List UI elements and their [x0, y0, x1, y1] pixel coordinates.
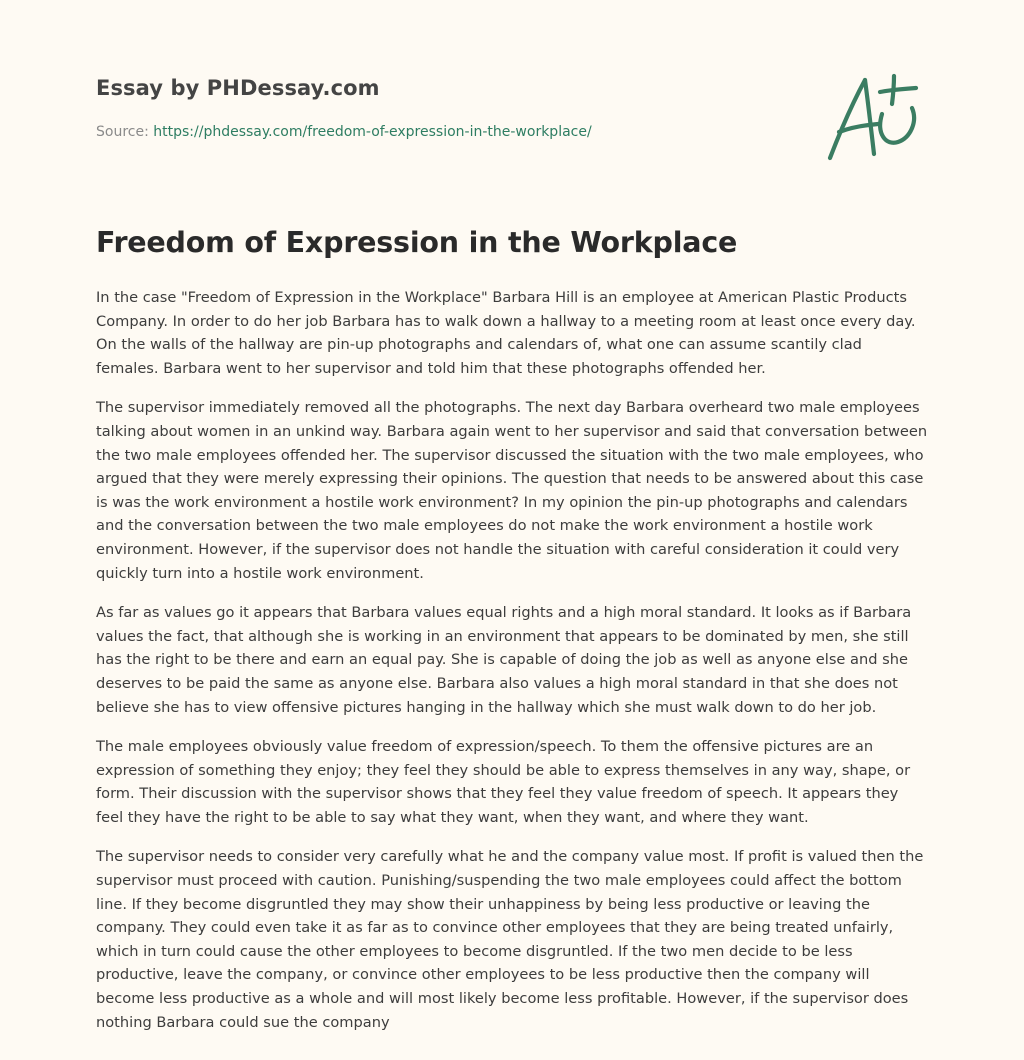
article-paragraph: The male employees obviously value freedom of expression/speech. To them the offensive pictures are an expression of something they enjoy; they feel they should be able to express themselves in any way, shape, or form. Their discussion with the supervisor shows that they feel they value freedom of speech. It appears they feel they have the right to be able to say what they want, when they want, and where they want.	[96, 738, 911, 826]
source-link[interactable]: https://phdessay.com/freedom-of-expression-in-the-workplace/	[153, 124, 592, 140]
article-paragraph: As far as values go it appears that Barbara values equal rights and a high moral standard. It looks as if Barbara values the fact, that although she is working in an environment that appears to be dominated by men, she still has the right to be there and earn an equal pay. She is capable of doing the job as well as anyone else and she deserves to be paid the same as anyone else. Barbara also values a high moral standard in that she does not believe she has to view offensive pictures hanging in the hallway which she must walk down to do her job.	[96, 604, 912, 716]
a-plus-grade-icon	[822, 70, 926, 162]
source-label: Source:	[96, 124, 149, 140]
article-paragraph: The supervisor needs to consider very carefully what he and the company value most. If profit is valued then the supervisor must proceed with caution. Punishing/suspending the two male employees could affect the bottom line. If they become disgruntled they may show their unhappiness by being less productive or leaving the company. They could even take it as far as to convince other employees that they are being treated unfairly, which in turn could cause the other employees to become disgruntled. If the two men decide to be less productive, leave the company, or convince other employees to be less productive then the company will become less productive as a whole and will most likely become less profitable. However, if the supervisor does nothing Barbara could sue the company	[96, 848, 924, 1031]
article-body	[96, 286, 928, 1050]
article-paragraph: In the case "Freedom of Expression in the Workplace" Barbara Hill is an employee at American Plastic Products Company. In order to do her job Barbara has to walk down a hallway to a meeting room at least once every day. On the walls of the hallway are pin-up photographs and calendars of, what one can assume scantily clad females. Barbara went to her supervisor and told him that these photographs offended her.	[96, 289, 916, 377]
essay-header	[96, 76, 916, 140]
site-brand: Essay by PHDessay.com	[96, 76, 380, 100]
article-title: Freedom of Expression in the Workplace	[96, 226, 738, 259]
article-paragraph: The supervisor immediately removed all the photographs. The next day Barbara overheard two male employees talking about women in an unkind way. Barbara again went to her supervisor and said that conversation between the two male employees offended her. The supervisor discussed the situation with the two male employees, who argued that they were merely expressing their opinions. The question that needs to be answered about this case is was the work environment a hostile work environment? In my opinion the pin-up photographs and calendars and the conversation between the two male employees do not make the work environment a hostile work environment. However, if the supervisor does not handle the situation with careful consideration it could very quickly turn into a hostile work environment.	[96, 399, 928, 582]
source-line	[96, 124, 592, 140]
